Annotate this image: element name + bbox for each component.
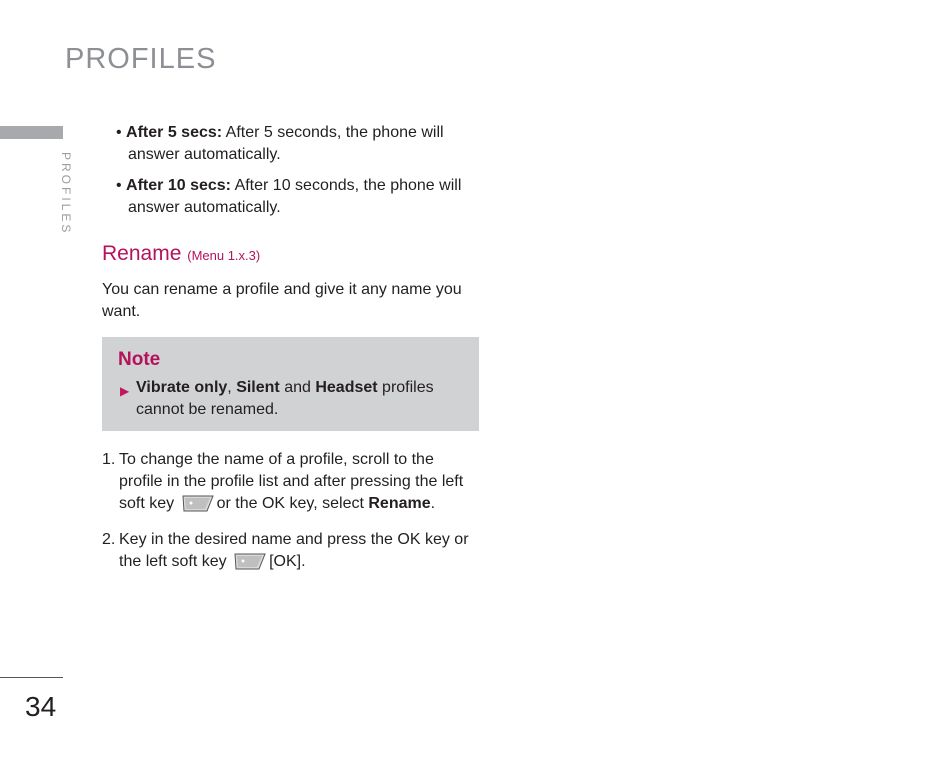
section-intro: You can rename a profile and give it any name you want. — [102, 281, 462, 320]
step-item — [102, 449, 477, 520]
menu-reference: (Menu 1.x.3) — [187, 248, 261, 263]
note-rest: profiles cannot be renamed. — [136, 379, 434, 418]
left-soft-key-icon — [233, 551, 267, 578]
left-soft-key-icon — [181, 493, 215, 520]
step-text: or the OK key, select — [216, 495, 369, 512]
note-bold-vibrate: Vibrate only — [136, 379, 228, 396]
side-section-label: PROFILES — [59, 152, 73, 236]
step-number: 1. — [102, 451, 116, 468]
step-text: To change the name of a profile, scroll to the profile in the profile list and after pressing the left soft key — [119, 451, 464, 512]
step-end: . — [430, 495, 436, 512]
page-title: PROFILES — [65, 43, 217, 75]
bullet-text: After 10 seconds, the phone will answer automatically. — [128, 177, 462, 216]
step-item — [102, 529, 477, 578]
note-box — [102, 337, 479, 431]
section-heading — [102, 241, 477, 269]
note-title: Note — [118, 349, 161, 370]
note-separator: and — [279, 379, 316, 396]
note-bold-headset: Headset — [315, 379, 378, 396]
note-bold-silent: Silent — [236, 379, 280, 396]
section-title: Rename — [102, 242, 182, 265]
triangle-right-icon: ▶ — [120, 384, 130, 398]
main-content — [102, 122, 477, 587]
side-tab-bar — [0, 126, 63, 139]
footer-rule — [0, 677, 63, 678]
note-item — [118, 377, 463, 421]
bullet-term: After 10 secs: — [126, 177, 231, 194]
note-separator: , — [227, 379, 237, 396]
step-number: 2. — [102, 531, 116, 548]
bullet-item: • After 5 secs: After 5 seconds, the phone will answer automatically. — [116, 124, 444, 163]
page-number: 34 — [25, 691, 57, 722]
step-bold-rename: Rename — [368, 495, 431, 512]
bullet-term: After 5 secs: — [126, 124, 223, 141]
step-text: [OK]. — [269, 553, 306, 570]
step-text: Key in the desired name and press the OK key or the left soft key — [119, 531, 469, 570]
bullet-item: • After 10 secs: After 10 seconds, the phone will answer automatically. — [116, 177, 462, 216]
bullet-text: After 5 seconds, the phone will answer automatically. — [128, 124, 444, 163]
